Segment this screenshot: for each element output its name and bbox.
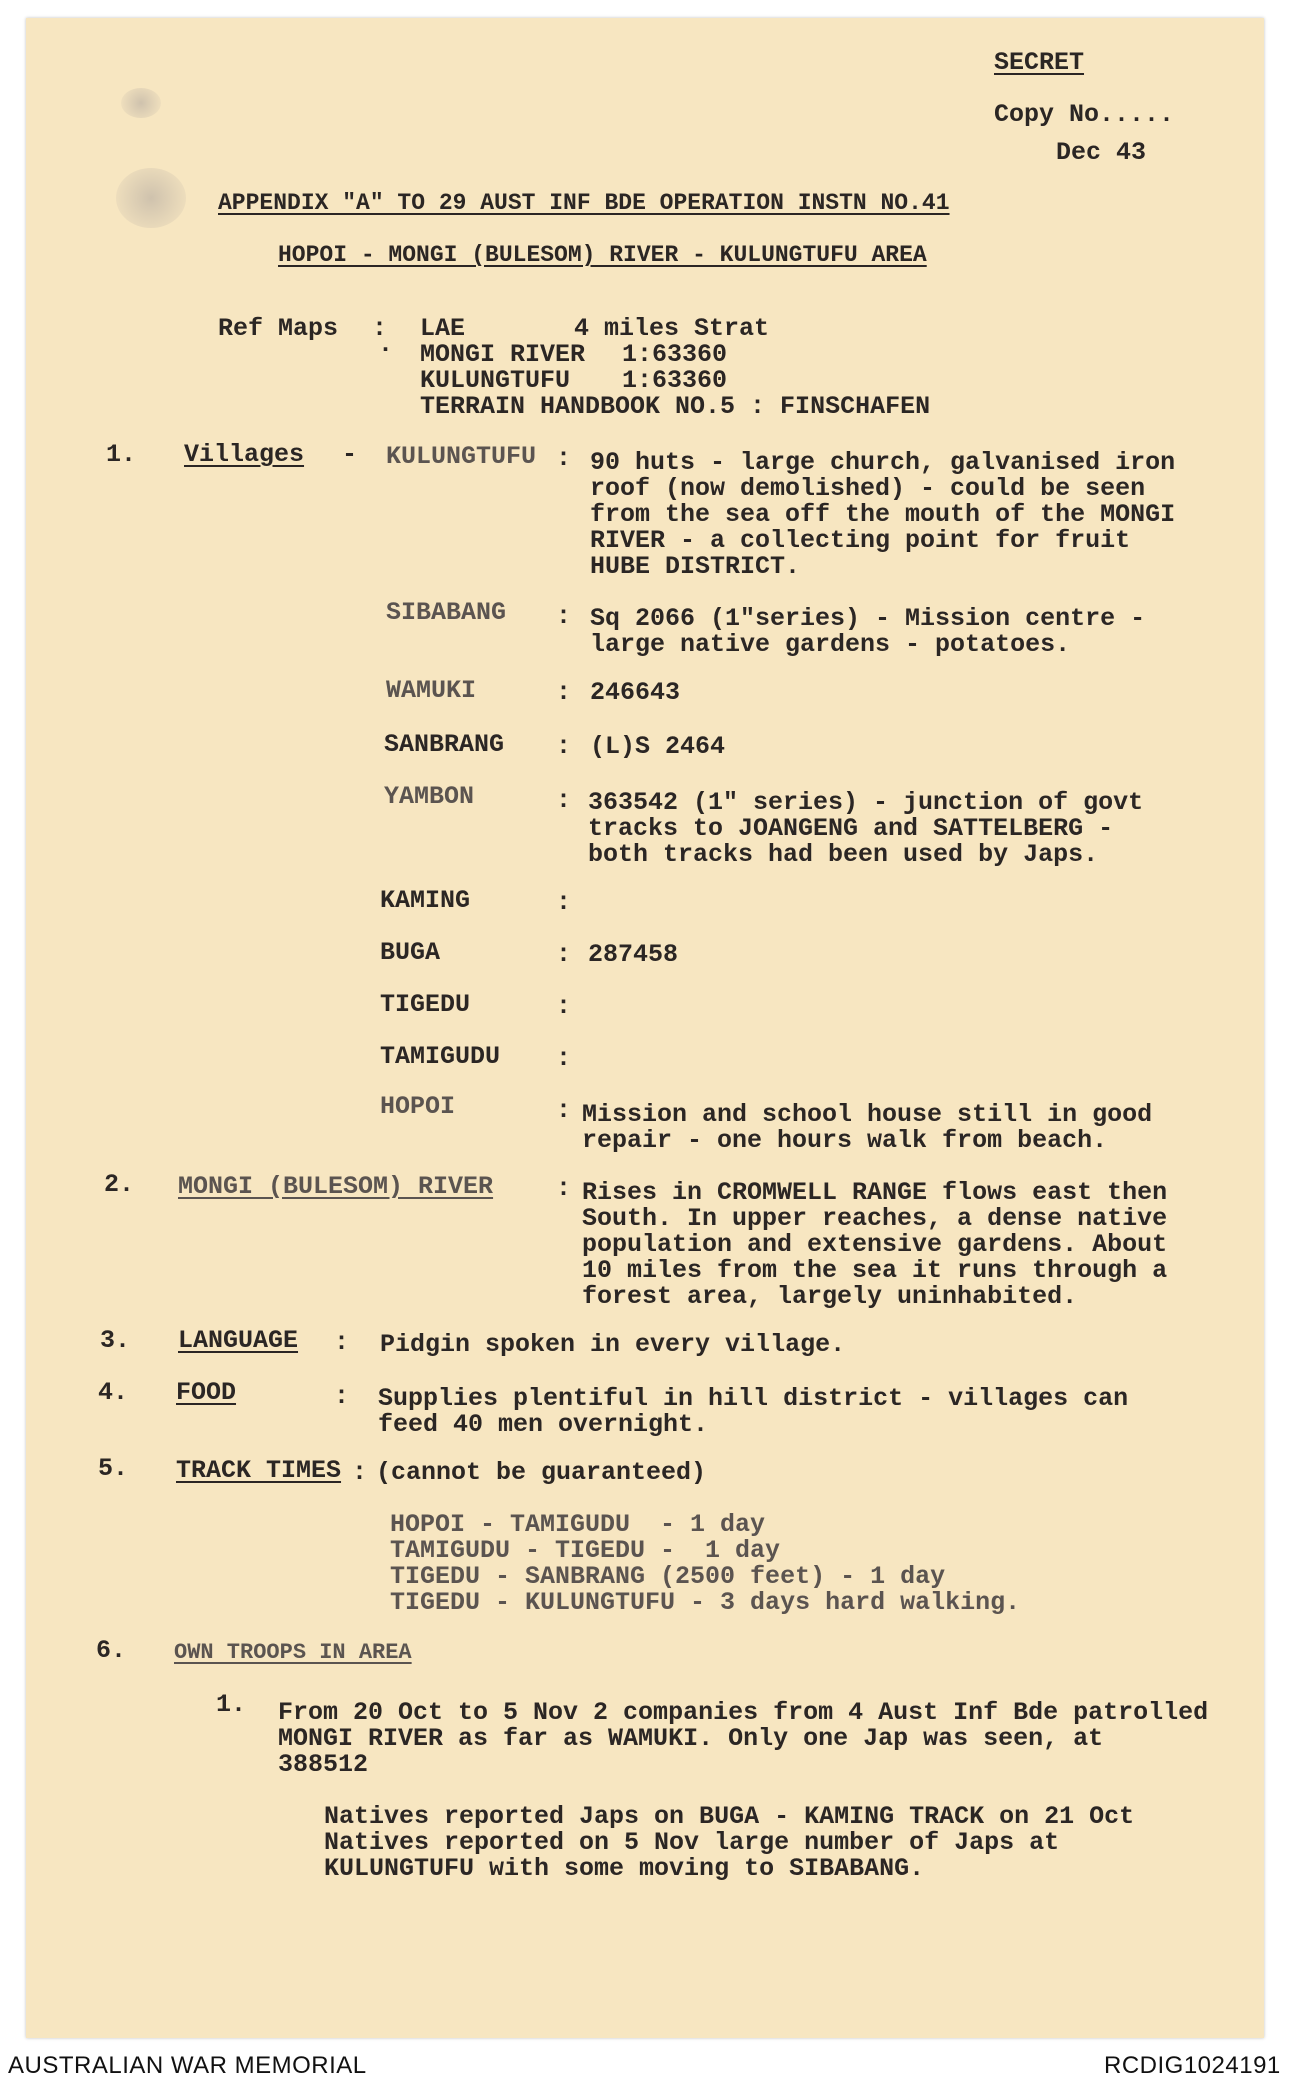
river-description: Rises in CROMWELL RANGE flows east then: [582, 1178, 1168, 1207]
river-description: South. In upper reaches, a dense native: [582, 1204, 1168, 1233]
village-name: SANBRANG: [384, 730, 505, 759]
native-report-text: Natives reported on 5 Nov large number of Japs at: [324, 1828, 1060, 1857]
footer-archive-name: AUSTRALIAN WAR MEMORIAL: [8, 2052, 367, 2079]
village-description: 90 huts - large church, galvanised iron: [590, 448, 1176, 477]
village-colon: :: [556, 888, 572, 917]
river-description: 10 miles from the sea it runs through a: [582, 1256, 1168, 1285]
village-colon: :: [556, 940, 572, 969]
own-troops-text: MONGI RIVER as far as WAMUKI. Only one Jap was seen, at: [278, 1724, 1104, 1753]
village-colon: :: [556, 444, 572, 473]
document-date: Dec 43: [1056, 138, 1147, 167]
village-description: both tracks had been used by Japs.: [588, 840, 1099, 869]
native-report-text: Natives reported Japs on BUGA - KAMING TRACK on 21 Oct: [324, 1802, 1135, 1831]
track-time-row: TIGEDU - SANBRANG (2500 feet) - 1 day: [390, 1562, 946, 1591]
section-number: 2.: [104, 1170, 135, 1199]
ref-maps-bullet: .: [378, 330, 394, 359]
village-colon: :: [556, 1044, 572, 1073]
language-text: Pidgin spoken in every village.: [380, 1330, 846, 1359]
footer-record-id: RCDIG1024191: [1104, 2052, 1281, 2079]
native-report-text: KULUNGTUFU with some moving to SIBABANG.: [324, 1854, 925, 1883]
ref-maps-colon: :: [372, 314, 388, 343]
section-heading-food: FOOD: [176, 1378, 237, 1407]
classification-stamp: SECRET: [994, 48, 1085, 77]
sub-paragraph-number: 1.: [216, 1690, 247, 1719]
village-description: roof (now demolished) - could be seen: [590, 474, 1146, 503]
village-name: BUGA: [380, 938, 441, 967]
village-name: SIBABANG: [386, 598, 507, 627]
village-description: 287458: [588, 940, 679, 969]
village-colon: :: [556, 732, 572, 761]
village-description: large native gardens - potatoes.: [590, 630, 1071, 659]
ref-map-scale: 1:63360: [622, 340, 728, 369]
village-name: KAMING: [380, 886, 471, 915]
village-colon: :: [556, 602, 572, 631]
ref-map-name: MONGI RIVER: [420, 340, 586, 369]
village-description: 363542 (1" series) - junction of govt: [588, 788, 1144, 817]
section-number: 4.: [98, 1378, 129, 1407]
ref-map-name: KULUNGTUFU: [420, 366, 571, 395]
paper-stain: [121, 88, 161, 118]
document-subtitle: HOPOI - MONGI (BULESOM) RIVER - KULUNGTUFU AREA: [278, 242, 927, 268]
section-number: 1.: [106, 440, 137, 469]
food-text: feed 40 men overnight.: [378, 1410, 709, 1439]
village-description: RIVER - a collecting point for fruit: [590, 526, 1131, 555]
food-text: Supplies plentiful in hill district - villages can: [378, 1384, 1129, 1413]
ref-map-name: LAE: [420, 314, 466, 343]
paper-stain: [116, 168, 186, 228]
village-description: Sq 2066 (1"series) - Mission centre -: [590, 604, 1146, 633]
village-colon: :: [556, 786, 572, 815]
section-colon: :: [334, 1328, 350, 1357]
track-time-row: TAMIGUDU - TIGEDU - 1 day: [390, 1536, 781, 1565]
ref-map-scale: 1:63360: [622, 366, 728, 395]
section-heading-own-troops: OWN TROOPS IN AREA: [174, 1640, 412, 1665]
section-heading-villages: Villages: [184, 440, 305, 469]
ref-map-name: TERRAIN HANDBOOK NO.5 : FINSCHAFEN: [420, 392, 931, 421]
village-colon: :: [556, 1096, 572, 1125]
copy-number: Copy No.....: [994, 100, 1175, 129]
village-name: HOPOI: [380, 1092, 456, 1121]
section-colon: :: [352, 1458, 368, 1487]
track-time-row: HOPOI - TAMIGUDU - 1 day: [390, 1510, 766, 1539]
track-times-note: (cannot be guaranteed): [376, 1458, 707, 1487]
village-description: repair - one hours walk from beach.: [582, 1126, 1108, 1155]
section-number: 5.: [98, 1454, 129, 1483]
section-number: 6.: [96, 1636, 127, 1665]
village-name: TAMIGUDU: [380, 1042, 501, 1071]
ref-map-scale: 4 miles Strat: [574, 314, 770, 343]
village-description: Mission and school house still in good: [582, 1100, 1153, 1129]
section-colon: :: [556, 1174, 572, 1203]
river-description: forest area, largely uninhabited.: [582, 1282, 1078, 1311]
section-heading-track-times: TRACK TIMES: [176, 1456, 342, 1485]
village-description: HUBE DISTRICT.: [590, 552, 801, 581]
section-heading-language: LANGUAGE: [178, 1326, 299, 1355]
section-dash: -: [342, 440, 358, 469]
village-name: KULUNGTUFU: [386, 442, 537, 471]
ref-maps-label: Ref Maps: [218, 314, 339, 343]
section-heading-river: MONGI (BULESOM) RIVER: [178, 1172, 494, 1201]
section-number: 3.: [100, 1326, 131, 1355]
track-time-row: TIGEDU - KULUNGTUFU - 3 days hard walking.: [390, 1588, 1021, 1617]
village-description: (L)S 2464: [590, 732, 726, 761]
river-description: population and extensive gardens. About: [582, 1230, 1168, 1259]
village-colon: :: [556, 678, 572, 707]
own-troops-text: From 20 Oct to 5 Nov 2 companies from 4 Aust Inf Bde patrolled: [278, 1698, 1209, 1727]
village-name: WAMUKI: [386, 676, 477, 705]
village-description: 246643: [590, 678, 681, 707]
village-description: tracks to JOANGENG and SATTELBERG -: [588, 814, 1114, 843]
section-colon: :: [334, 1382, 350, 1411]
own-troops-text: 388512: [278, 1750, 369, 1779]
village-name: YAMBON: [384, 782, 475, 811]
document-title: APPENDIX "A" TO 29 AUST INF BDE OPERATION INSTN NO.41: [218, 190, 950, 216]
village-colon: :: [556, 992, 572, 1021]
village-name: TIGEDU: [380, 990, 471, 1019]
village-description: from the sea off the mouth of the MONGI: [590, 500, 1176, 529]
